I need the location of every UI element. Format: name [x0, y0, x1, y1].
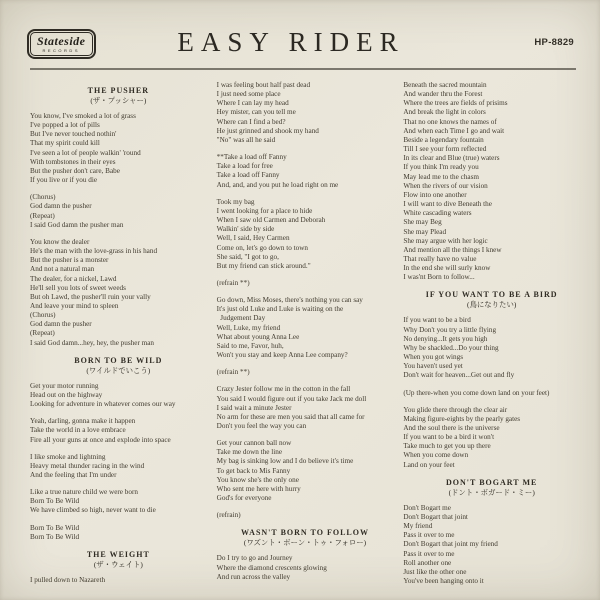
lyrics-column-3 — [403, 81, 580, 592]
lyric-line: God damn the pusher — [30, 320, 92, 329]
lyric-line: With tombstones in their eyes — [30, 157, 116, 166]
lyric-line: We have climbed so high, never want to die — [30, 506, 156, 515]
lyric-line: (Repeat) — [30, 329, 55, 338]
lyric-line: Well, I said, Hey Carmen — [216, 234, 290, 243]
lyric-line: I've popped a lot of pills — [30, 121, 100, 130]
song-title: BORN TO BE WILD — [74, 355, 163, 365]
lyric-line: I will want to dive Beneath the — [403, 200, 492, 209]
catalog-number: HP-8829 — [534, 37, 574, 48]
lyric-stanza — [30, 382, 207, 409]
lyric-line: Flow into one another — [403, 190, 467, 199]
lyric-line: Walkin' side by side — [216, 225, 275, 234]
lyric-line: When you got wings — [403, 353, 464, 362]
lyric-line: Well, Luke, my friend — [216, 323, 281, 332]
song-heading — [403, 290, 580, 310]
lyric-line: And the soul there is the universe — [403, 424, 500, 432]
lyric-line: He'll sell you lots of sweet weeds — [30, 283, 126, 292]
song-heading — [30, 86, 207, 106]
lyric-line: Roll another one — [403, 558, 452, 567]
lyric-line: Don't you feel the way you can — [216, 422, 307, 430]
lyric-stanza — [30, 576, 207, 585]
insert-header — [0, 26, 600, 68]
lyric-line: May lead me to the chasm — [403, 172, 479, 181]
lyric-line: Don't Bogart me — [403, 503, 451, 512]
lyric-line: She may Beg — [403, 218, 442, 227]
lyric-line: Get your motor running — [30, 381, 99, 390]
lyric-line: The dealer, for a nickel, Lawd — [30, 274, 117, 283]
lyric-line: I pulled down to Nazareth — [30, 575, 106, 584]
lyric-line: You know she's the only one — [216, 475, 299, 484]
lyric-line: And wander thru the Forest — [403, 90, 483, 99]
lyric-stanza — [217, 81, 394, 145]
lyric-line: If you want to be a bird — [403, 316, 471, 325]
stateside-logo-text: Stateside — [37, 34, 86, 48]
lyric-line: Like a true nature child we were born — [30, 488, 138, 497]
lyric-line: Beneath the sacred mountain — [403, 81, 487, 89]
lyric-stanza — [217, 153, 394, 190]
lyric-line: White cascading waters — [403, 209, 472, 218]
lyric-line: Take a load for free — [216, 162, 273, 171]
stateside-logo-frame — [30, 32, 93, 56]
stateside-logo — [27, 29, 96, 59]
song-heading — [403, 478, 580, 498]
lyric-line: My bag is sinking low and I do believe it's time — [216, 457, 354, 466]
lyric-line: Won't you stay and keep Anna Lee company? — [216, 351, 348, 360]
lyric-line: (Up there-when you come down land on your feet) — [403, 388, 550, 397]
lyric-line: No denying...It gets you high — [403, 334, 488, 343]
lyric-line: But the pusher is a monster — [30, 256, 109, 265]
lyric-line: Don't Bogart that joint my friend — [403, 540, 498, 549]
lyric-stanza — [30, 524, 207, 542]
song-title-japanese: (ドント・ボガード・ミー) — [448, 487, 535, 497]
song-title-japanese: (鳥になりたい) — [467, 300, 517, 310]
lyrics-column-2 — [217, 81, 394, 592]
lyric-line: Where I can lay my head — [216, 99, 289, 108]
lyric-line: And leave your mind to spleen — [30, 301, 119, 310]
lyric-line: He's the man with the love-grass in his hand — [30, 247, 158, 256]
lyric-line: I've seen a lot of people walkin' 'round — [30, 148, 141, 157]
lyric-line: Said to me, Favor, huh, — [216, 341, 284, 350]
lyric-line: You haven't used yet — [403, 362, 463, 371]
lyric-stanza — [217, 385, 394, 431]
lyric-line: Go down, Miss Moses, there's nothing you can say — [216, 296, 363, 305]
lyric-line: God damn the pusher — [30, 202, 92, 211]
lyric-line: She said, "I got to go, — [216, 252, 279, 261]
lyric-line: Just like the other one — [403, 567, 467, 576]
lyric-line: Till I see your form reflected — [403, 145, 487, 154]
lyric-line: What about young Anna Lee — [216, 332, 300, 341]
lyric-line: But the pusher don't care, Babe — [30, 166, 120, 175]
lyric-line: Looking for adventure in whatever comes our way — [30, 400, 176, 409]
lyric-line: If you think I'm ready you — [403, 163, 479, 172]
lyric-line: You've been hanging onto it — [403, 577, 484, 586]
lyric-line: Fire all your guns at once and explode into space — [30, 435, 171, 444]
lyric-line: When I saw old Carmen and Deborah — [216, 216, 326, 225]
lyric-line: I went looking for a place to hide — [216, 206, 313, 215]
lyric-line: Born To Be Wild — [30, 532, 80, 541]
lyric-line: I said wait a minute Jester — [216, 403, 292, 412]
lyric-line: You said I would figure out if you take Jack me doll — [216, 394, 367, 403]
lyric-line: He just grinned and shook my hand — [216, 126, 319, 135]
lyric-line: You know the dealer — [30, 237, 90, 246]
lyric-line: You glide there through the clear air — [403, 405, 508, 414]
lyric-line: If you live or if you die — [30, 176, 98, 185]
lyric-line: And when each Time I go and wait — [403, 126, 505, 135]
lyric-line: But I've never touched nothin' — [30, 130, 117, 139]
lyric-line: Why Don't you try a little flying — [403, 325, 497, 334]
lyric-line: Heavy metal thunder racing in the wind — [30, 461, 145, 470]
lyric-line: Take a load off Fanny — [216, 171, 280, 180]
lyric-line: Pass it over to me — [403, 531, 455, 540]
lyric-line: And mention all the things I knew — [403, 245, 502, 254]
lyric-line: Born To Be Wild — [30, 523, 80, 532]
song-title-japanese: (ザ・プッシャー) — [90, 96, 147, 105]
lyric-line: Where can I find a bed? — [216, 117, 286, 126]
lyric-line: **Take a load off Fanny — [216, 153, 287, 162]
lyric-stanza — [217, 296, 394, 360]
lyric-line: Get your cannon ball now — [216, 439, 292, 448]
song-heading — [30, 550, 207, 570]
lyric-stanza — [30, 417, 207, 444]
song-title: THE WEIGHT — [86, 549, 150, 559]
lyric-line: Head out on the highway — [30, 390, 103, 399]
lyric-line: And break the light in colors — [403, 108, 486, 117]
lyric-line: In the end she will surly know — [403, 264, 491, 273]
lyric-line: (refrain **) — [216, 368, 250, 377]
song-title: IF YOU WANT TO BE A BIRD — [425, 290, 558, 300]
header-divider-rule — [30, 68, 576, 70]
lyric-stanza — [217, 554, 394, 581]
lyric-line: Don't wait for heaven...Get out and fly — [403, 371, 515, 380]
lyric-stanza — [217, 439, 394, 503]
lyric-stanza — [217, 198, 394, 271]
lyric-stanza — [403, 316, 580, 380]
lyric-stanza — [403, 406, 580, 470]
lyric-line: To get back to Mis Fanny — [216, 466, 291, 475]
song-heading — [217, 528, 394, 548]
lyrics-columns — [30, 81, 580, 592]
lyric-line: Take the world in a love embrace — [30, 426, 126, 435]
lyrics-column-1 — [30, 81, 207, 592]
lyric-line: You know, I've smoked a lot of grass — [30, 112, 136, 120]
lyric-line: (refrain **) — [216, 278, 250, 287]
lyric-line: My friend — [403, 522, 433, 531]
lyric-line: Born To Be Wild — [30, 497, 80, 506]
lyric-line: (refrain) — [216, 511, 241, 520]
lyric-line: That really have no value — [403, 254, 477, 263]
lyric-stanza — [403, 504, 580, 586]
lyric-line: Where the diamond crescents glowing — [216, 563, 327, 572]
lyric-line: She may Plead — [403, 227, 447, 236]
lyric-line: No arm for these are men you said that all came for — [216, 412, 365, 421]
lyric-line: Judgement Day — [216, 314, 266, 323]
lyric-line: I was'nt Born to follow... — [403, 273, 475, 282]
lyric-line: It's just old Luke and Luke is waiting on the — [216, 305, 344, 314]
lyric-line: Crazy Jester follow me in the cotton in the fall — [216, 385, 351, 394]
lyric-line: Pass it over to me — [403, 549, 455, 558]
song-heading — [30, 356, 207, 376]
song-title: THE PUSHER — [87, 86, 149, 95]
lyric-line: Where the trees are fields of prisims — [403, 99, 508, 108]
lyric-stanza — [403, 81, 580, 282]
song-title-japanese: (ワズント・ボーン・トゥ・フォロー) — [243, 538, 367, 548]
song-title: DON'T BOGART ME — [446, 477, 538, 487]
lyric-line: And run across the valley — [216, 572, 291, 581]
lyric-stanza — [30, 238, 207, 348]
lyric-stanza — [403, 389, 580, 398]
lyric-stanza — [30, 453, 207, 480]
lyric-line: I was feeling bout half past dead — [216, 81, 311, 89]
lyric-line: In its clear and Blue (true) waters — [403, 154, 500, 163]
lyric-line: But my friend can stick around." — [216, 261, 311, 270]
lyric-line: (Repeat) — [30, 211, 55, 220]
lyric-line: Do I try to go and Journey — [216, 554, 293, 563]
lyric-line: Making figure-eights by the pearly gates — [403, 414, 521, 423]
lyric-line: And the feeling that I'm under — [30, 471, 117, 479]
lyric-stanza — [30, 112, 207, 185]
song-title-japanese: (ワイルドでいこう) — [86, 365, 151, 375]
lyric-line: Why be shackled...Do your thing — [403, 343, 499, 352]
lyric-line: (Chorus) — [30, 193, 56, 202]
lyric-line: Come on, let's go down to town — [216, 243, 309, 252]
lyric-line: She may argue with her logic — [403, 236, 488, 245]
album-title: EASY RIDER — [177, 27, 405, 57]
lyric-line: Don't Bogart that joint — [403, 512, 468, 521]
lyric-line: That my spirit could kill — [30, 139, 100, 148]
lyric-line: Take me down the line — [216, 448, 283, 457]
lyric-line: "No" was all he said — [216, 135, 276, 144]
lyric-stanza — [217, 511, 394, 520]
lyric-line: I like smoke and lightning — [30, 452, 106, 461]
lyric-line: God's for everyone — [216, 494, 272, 503]
lyric-line: I said God damn the pusher man — [30, 220, 124, 229]
lyric-line: I said God damn...hey, hey, the pusher man — [30, 338, 155, 347]
lyric-line: Who sent me here with hurry — [216, 484, 301, 493]
lyric-line: Land on your feet — [403, 460, 455, 469]
lyric-stanza — [217, 368, 394, 377]
song-title-japanese: (ザ・ウェイト) — [93, 559, 143, 569]
lyric-line: (Chorus) — [30, 311, 56, 320]
lyric-line: Beside a legendary fountain — [403, 135, 484, 144]
lyric-line: Take much to get you up there — [403, 442, 491, 451]
lyric-line: When you come down — [403, 451, 469, 460]
lyric-line: That no one knows the names of — [403, 117, 497, 126]
lyric-line: Hey mister, can you tell me — [216, 108, 296, 117]
stateside-logo-records-label: RECORDS — [42, 48, 80, 53]
song-title: WASN'T BORN TO FOLLOW — [241, 528, 369, 538]
lyric-line: When the rivers of our vision — [403, 181, 488, 190]
lyric-line: And not a natural man — [30, 265, 95, 274]
lyric-line: Took my bag — [216, 197, 255, 206]
lyric-stanza — [30, 488, 207, 515]
lyric-stanza — [217, 279, 394, 288]
lyric-line: If you want to be a bird it won't — [403, 433, 495, 442]
lyric-line: I just need some place — [216, 90, 281, 99]
lyric-stanza — [30, 193, 207, 230]
lyric-line: But oh Lawd, the pusher'll ruin your vally — [30, 292, 151, 301]
lyric-line: And, and, and you put he load right on me — [216, 180, 339, 189]
lyric-line: Yeah, darling, gonna make it happen — [30, 417, 136, 426]
